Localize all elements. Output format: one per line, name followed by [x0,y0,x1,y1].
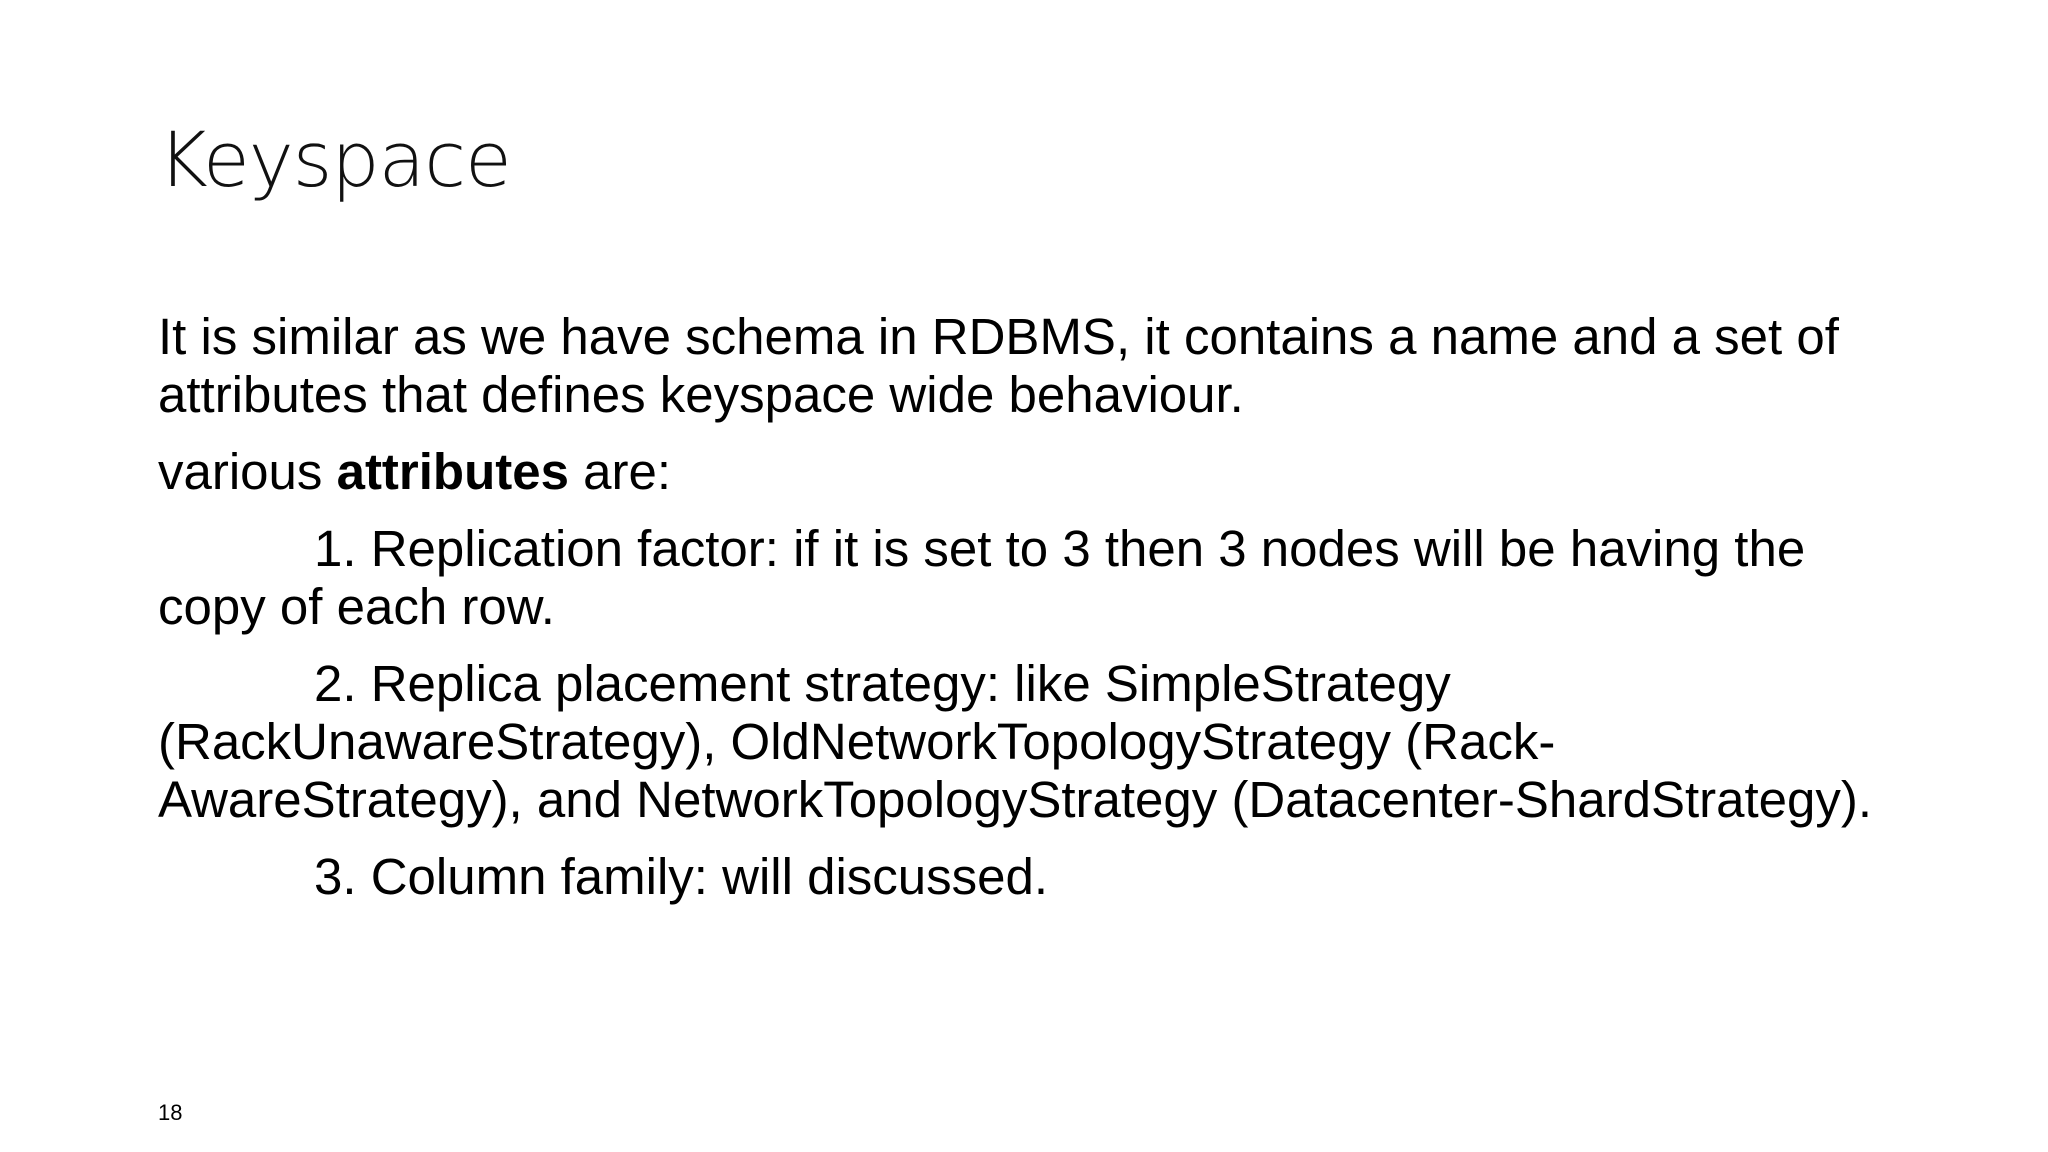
slide-title: Keyspace [158,115,511,204]
attributes-suffix: are: [568,443,672,500]
list-item-column-family [158,848,1918,906]
attributes-bold-word: attributes [336,443,569,500]
list-item-text: 3. Column family: will discussed. [314,848,1049,905]
slide-body [158,308,1918,925]
list-item-replica-placement [158,655,1918,829]
list-item-replication-factor [158,520,1918,636]
intro-paragraph: It is similar as we have schema in RDBMS, it contains a name and a set of attributes that defines keyspace wide behaviour. [158,308,1839,423]
list-item-text: 2. Replica placement strategy: like SimpleStrategy (RackUnawareStrategy), OldNetworkTopologyStrategy (Rack-AwareStrategy), and NetworkTopologyStrategy (Datacenter-ShardStrategy). [158,655,1873,828]
slide-number: 18 [158,1100,183,1125]
attributes-heading [158,443,1918,501]
attributes-prefix: various [158,443,337,500]
list-item-text: 1. Replication factor: if it is set to 3 then 3 nodes will be having the copy of each row. [158,520,1806,635]
